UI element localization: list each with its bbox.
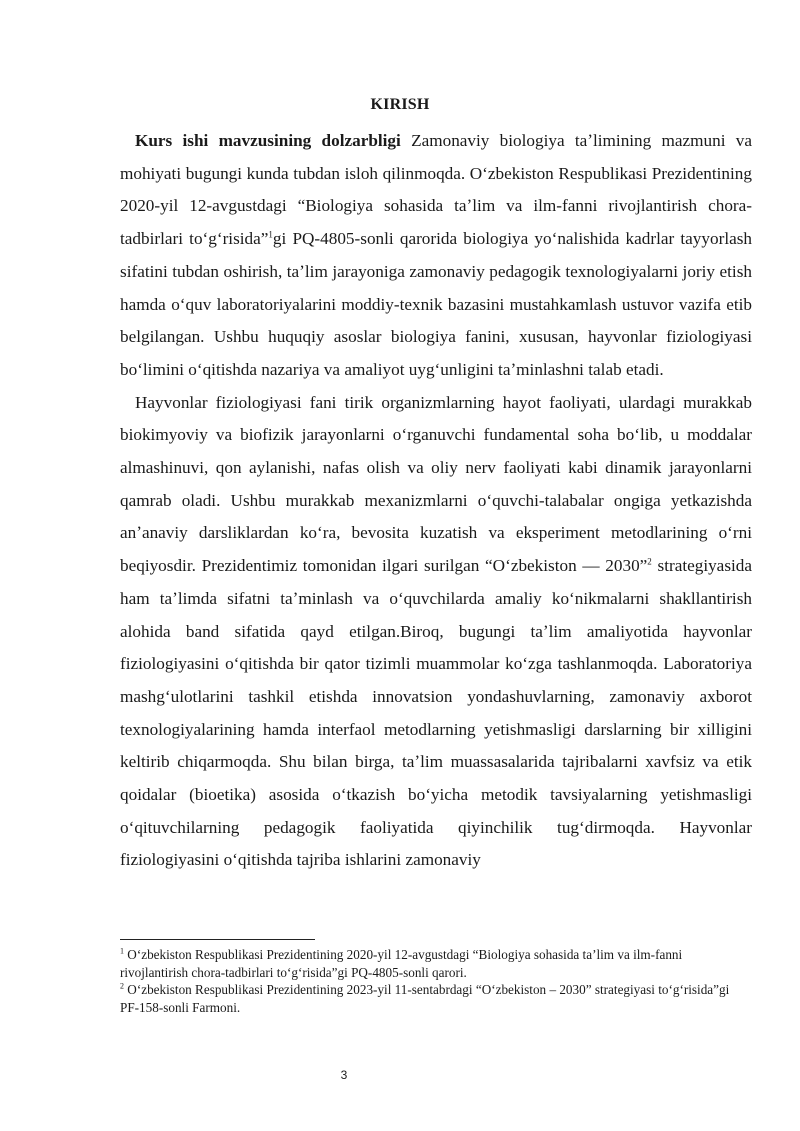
footnotes: [120, 946, 730, 1016]
footnote-mark: 2: [120, 981, 124, 991]
paragraph-physiology: [120, 387, 752, 878]
footnote-mark: 1: [120, 946, 124, 956]
body-text: [120, 125, 752, 877]
footnote-reference: 1: [268, 229, 273, 240]
footnote-text: Oʻzbekiston Respublikasi Prezidentining 2020-yil 12-avgustdagi “Biologiya sohasida taʼlim va ilm-fanni rivojlantirish chora-tadbirlari toʻgʻrisida”gi PQ-4805-sonli qarori.: [120, 947, 683, 980]
paragraph-text: strategiyasida ham taʼlimda sifatni taʼminlash va oʻquvchilarda amaliy koʻnikmalarni shakllantirish alohida band sifatida qayd etilgan.Biroq, bugungi taʼlim amaliyotida hayvonlar fiziologiyasini oʻqitishda bir qator tizimli muammolar koʻzga tashlanmoqda. Laboratoriya mashgʻulotlarini tashkil etishda innovatsion yondashuvlarning, zamonaviy axborot texnologiyalarining hamda interfaol metodlarning yetishmasligi darslarning bir xilligini keltirib chiqarmoqda. Shu bilan birga, taʼlim muassasalarida tajribalarni xavfsiz va etik qoidalar (bioetika) asosida oʻtkazish boʻyicha metodik tavsiyalarning yetishmasligi oʻqituvchilarning pedagogik faoliyatida qiyinchilik tugʻdirmoqda. Hayvonlar fiziologiyasini oʻqitishda tajriba ishlarini zamonaviy: [120, 556, 752, 870]
footnote-1: [120, 946, 730, 981]
page-number: 3: [340, 1068, 348, 1082]
paragraph-lead: Kurs ishi mavzusining dolzarbligi: [135, 131, 401, 150]
footnote-2: [120, 981, 730, 1016]
paragraph-text: Hayvonlar fiziologiyasi fani tirik organizmlarning hayot faoliyati, ulardagi murakkab biokimyoviy va biofizik jarayonlarni oʻrganuvchi fundamental soha boʻlib, u moddalar almashinuvi, qon aylanishi, nafas olish va oliy nerv faoliyati kabi dinamik jarayonlarni qamrab oladi. Ushbu murakkab mexanizmlarni oʻquvchi-talabalar ongiga yetkazishda anʼanaviy darsliklardan koʻra, bevosita kuzatish va eksperiment metodlarining oʻrni beqiyosdir. Prezidentimiz tomonidan ilgari surilgan “Oʻzbekiston — 2030”: [120, 392, 752, 576]
paragraph-text: gi PQ-4805-sonli qarorida biologiya yoʻnalishida kadrlar tayyorlash sifatini tubdan oshirish, taʼlim jarayoniga zamonaviy pedagogik texnologiyalarni joriy etish hamda oʻquv laboratoriyalarini moddiy-texnik bazasini mustahkamlash ustuvor vazifa etib belgilangan. Ushbu huquqiy asoslar biologiya fanini, xususan, hayvonlar fiziologiyasi boʻlimini oʻqitishda nazariya va amaliyot uygʻunligini taʼminlashni talab etadi.: [120, 229, 753, 379]
paragraph-text: Zamonaviy biologiya taʼlimining mazmuni va mohiyati bugungi kunda tubdan isloh qilinmoqda. Oʻzbekiston Respublikasi Prezidentining 2020-yil 12-avgustdagi “Biologiya sohasida taʼlim va ilm-fanni rivojlantirish chora-tadbirlari toʻgʻrisida”: [120, 131, 752, 249]
paragraph-relevance: [120, 125, 752, 387]
footnote-reference: 2: [647, 556, 652, 567]
footnote-separator: [120, 939, 315, 940]
footnote-text: Oʻzbekiston Respublikasi Prezidentining 2023-yil 11-sentabrdagi “Oʻzbekiston – 2030” strategiyasi toʻgʻrisida”gi PF-158-sonli Farmoni.: [120, 982, 730, 1015]
section-heading: KIRISH: [370, 96, 430, 113]
